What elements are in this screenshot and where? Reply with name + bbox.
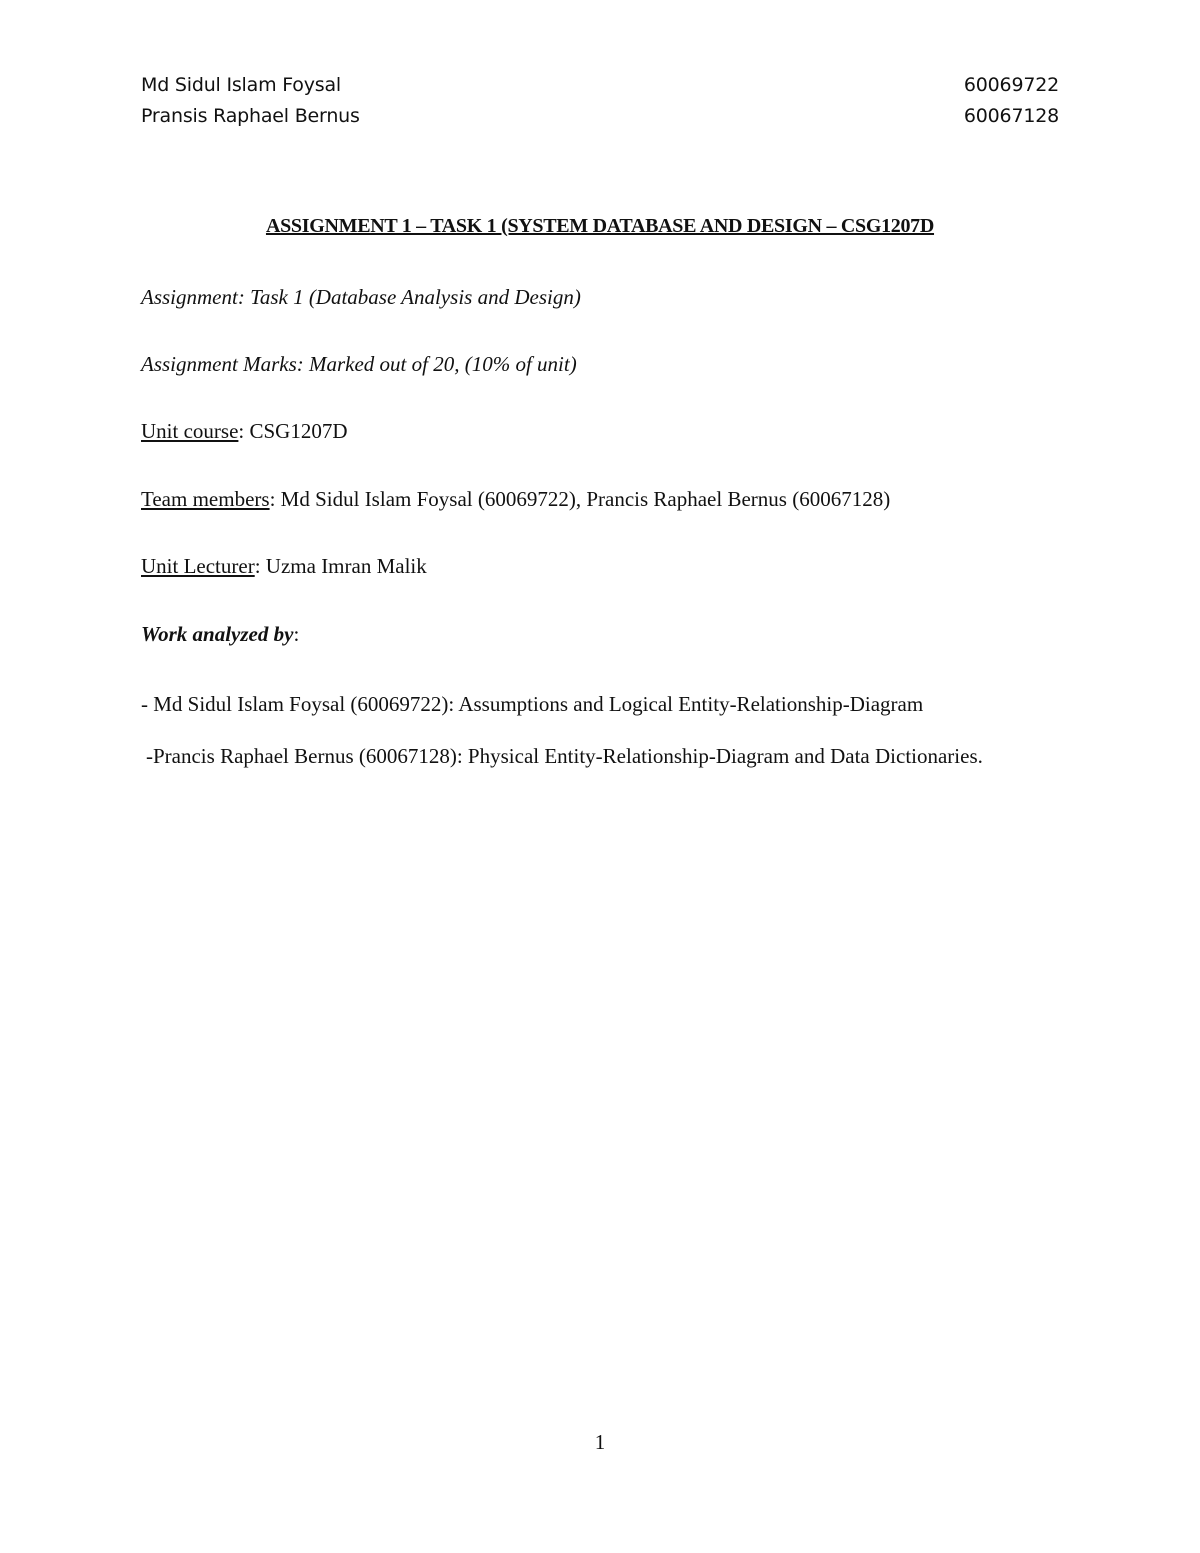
team-members-line <box>141 487 1100 512</box>
work-item-2: -Prancis Raphael Bernus (60067128): Physical Entity-Relationship-Diagram and Data Dictionaries. <box>146 744 983 768</box>
header-row-1 <box>141 74 1059 96</box>
page-number: 1 <box>594 1430 606 1454</box>
team-members-label: Team members <box>141 487 270 511</box>
work-analyzed-sep: : <box>293 622 300 646</box>
header-name-1: Md Sidul Islam Foysal <box>141 74 341 96</box>
unit-course-line <box>141 419 1100 444</box>
header-id-2: 60067128 <box>963 105 1059 127</box>
unit-course-sep: : <box>238 419 245 443</box>
header-name-2: Pransis Raphael Bernus <box>141 105 360 127</box>
team-members-sep: : <box>269 487 276 511</box>
assignment-line: Assignment: Task 1 (Database Analysis and Design) <box>141 285 581 309</box>
marks-line: Assignment Marks: Marked out of 20, (10% of unit) <box>141 352 577 376</box>
unit-course-label: Unit course <box>141 419 239 443</box>
work-analyzed-label: Work analyzed by <box>141 622 294 646</box>
team-members-value: Md Sidul Islam Foysal (60069722), Prancis Raphael Bernus (60067128) <box>275 487 891 511</box>
unit-lecturer-sep: : <box>254 554 261 578</box>
unit-course-value: CSG1207D <box>244 419 348 443</box>
document-title: ASSIGNMENT 1 – TASK 1 (SYSTEM DATABASE AND DESIGN – CSG1207D <box>265 215 935 237</box>
header-row-2 <box>141 105 1059 127</box>
unit-lecturer-line <box>141 554 1100 579</box>
work-item-1: - Md Sidul Islam Foysal (60069722): Assumptions and Logical Entity-Relationship-Diagram <box>141 692 924 716</box>
unit-lecturer-label: Unit Lecturer <box>141 554 255 578</box>
work-analyzed-line <box>141 622 1100 647</box>
unit-lecturer-value: Uzma Imran Malik <box>260 554 427 578</box>
header-id-1: 60069722 <box>963 74 1059 96</box>
